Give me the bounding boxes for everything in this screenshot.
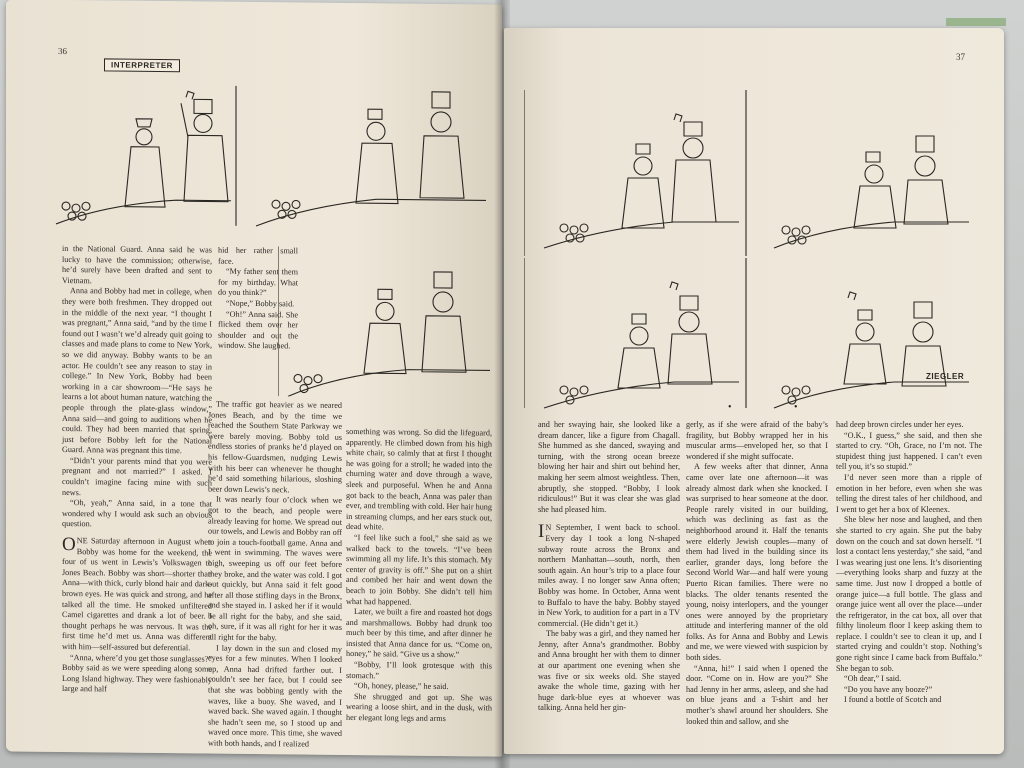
left-column-2 xyxy=(208,400,342,751)
section-label: INTERPRETER xyxy=(104,58,180,72)
paragraph: “Do you have any booze?” xyxy=(844,684,933,694)
paragraph: NE Saturday afternoon in August when Bobby was home for the weekend, the four of us went in Lewis’s Volkswagen to Jones Beach. Bobby was short—shorter than Anna—with thick, curly blond hair and dark-brown eyes. He was quick and strong, and he talked all the time. He smoked unfiltered Camel cigarettes and drank a lot of beer. I thought perhaps he was nervous. It was the first time he’d met us. Anna was different with him—self-assured but deferential. xyxy=(62,536,212,653)
section-separator: • • xyxy=(728,402,828,413)
paragraph: “Anna, hi!” I said when I opened the door. “Come on in. How are you?” She had Jenny in her arms, asleep, and she had on blue jeans and a T-shirt and her mother’s shawl around her shoulders. She looked thin and sallow, and she xyxy=(686,663,828,726)
paragraph: Later, we built a fire and roasted hot dogs and marshmallows. Bobby had drunk too much beer by this time, and after dinner he insisted that Anna dance for us. “Come on, honey,” he said. “Give us a show.” xyxy=(346,607,492,660)
paragraph: “My father sent them for my birthday. What do you think?” xyxy=(218,266,298,298)
book-cover-edge xyxy=(946,18,1006,26)
paragraph: “Nope,” Bobby said. xyxy=(226,298,295,309)
paragraph: gerly, as if she were afraid of the baby’s fragility, but Bobby wrapped her in his muscular arms—enveloped her, so that I wondered if she might suffocate. xyxy=(686,420,828,461)
left-column-1 xyxy=(62,244,212,697)
paragraph: “Bobby, I’ll look grotesque with this stomach.” xyxy=(346,660,492,680)
paragraph: She shrugged and got up. She was wearing a loose shirt, and in the dusk, with her elegant long legs and arms xyxy=(346,691,492,724)
paragraph: I found a bottle of Scotch and xyxy=(844,695,942,705)
paragraph: hid her rather small face. xyxy=(218,245,298,266)
left-page xyxy=(6,0,502,757)
cartoon-panel-row-2-right xyxy=(524,258,974,418)
paragraph: I’d never seen more than a ripple of emotion in her before, even when she was telling the direst tales of her childhood, and I went to get her a box of Kleenex. xyxy=(836,472,982,514)
drop-cap: O xyxy=(62,534,76,556)
paragraph: “Oh, honey, please,” he said. xyxy=(354,681,449,692)
paragraph: “I feel like such a fool,” she said as we walked back to the towels. “I’ve been swimming all my life. It’s this stomach. My center of gravity is off.” She put on a shirt and combed her hair and went down the beach to join Bobby. She didn’t tell him what had happened. xyxy=(346,532,492,607)
paragraph: “Didn’t your parents mind that you were pregnant and not married?” I asked. I couldn’t imagine facing mine with such news. xyxy=(62,455,212,497)
right-column-3 xyxy=(836,420,982,706)
paragraph: N September, I went back to school. Every day I took a long N-shaped subway route across the Bronx and northern Manhattan—south, north, then south again. An hour’s trip to a place four miles away. I no longer saw Anna often; Bobby was home. In October, Anna went to Buffalo to have the baby. Bobby stayed in New York, to audition for a part in a TV commercial. (He didn’t get it.) xyxy=(538,523,680,628)
paragraph: I lay down in the sun and closed my eyes for a few minutes. When I looked up, Anna had drifted farther out. I couldn’t see her face, but I could see that she was bobbing gently with the waves, like a buoy. She waved, and I waved back. She waved again. I thought she hadn’t seen me, so I stood up and waved once more. This time, she waved with both hands, and I realized xyxy=(208,643,342,749)
right-column-1 xyxy=(538,420,680,714)
drop-cap: I xyxy=(538,521,545,543)
cartoon-drawing xyxy=(524,80,974,256)
paragraph: A few weeks after that dinner, Anna came over late one afternoon—it was already almost dark when she knocked. I was surprised to hear someone at the door. People rarely visited in our building, which was declining as fast as the neighborhood around it. Half the tenants were elderly Jewish couples—many of them had lived in the building since its earlier, grander days, long before the Second World War—and half were young Puerto Rican families. There were no blacks. The older tenants resented the young, noisy interlopers, and the younger ones were annoyed by the proprietary attitude and interfering manner of the old folks. As for Anna and Bobby and Lewis and me, we were viewed with suspicion by both sides. xyxy=(686,462,828,663)
artist-signature: ZIEGLER xyxy=(926,372,965,381)
cartoon-panel-row-1-left xyxy=(46,84,496,239)
paragraph: The baby was a girl, and they named her Jenny, after Anna’s grandmother. Bobby and Anna brought her with them to dinner at our apartment one evening when she was five or six weeks old. She stayed awake the whole time, gazing with her huge dark-blue eyes at whoever was talking. Anna held her gin- xyxy=(538,629,680,713)
cartoon-drawing xyxy=(524,258,974,418)
paragraph: in the National Guard. Anna said he was lucky to have the commission; otherwise, he’d surely have been drafted and sent to Vietnam. xyxy=(62,243,212,286)
paragraph: and her swaying hair, she looked like a dream dancer, like a figure from Chagall. She hummed as she danced, swaying and turning, with the strong ocean breeze blowing her hair and shirt out behind her, making her seem almost weightless. Then, abruptly, she stopped. “Bobby, I look ridiculous!” But it was clear she was glad she had pleased him. xyxy=(538,420,680,514)
paragraph: It was nearly four o’clock when we got to the beach, and people were already leaving for home. We spread out our towels, and Lewis and Bobby ran off to join a touch-football game. Anna and I went in swimming. The waves were high, sweeping us off our feet before they broke, and the water was cold. I got out quickly, but Anna said it felt good after all those stifling days in the Bronx, and she stayed in. I asked her if it would be all right for the baby, and she said, oh, sure, if it was all right for her it was all right for the baby. xyxy=(208,494,343,643)
left-column-2-top xyxy=(218,246,298,353)
paragraph: Anna and Bobby had met in college, when they were both freshmen. They dropped out in the middle of the next year. “I thought I was pregnant,” Anna said, “and by the time I found out I wasn’t we’d already quit going to classes and made plans to come to New York, so we did anyway. Bobby wants to be an actor. He couldn’t see any reason to stay in college.” In New York, Bobby had been working in a car showroom—“He says he learns a lot about human nature, watching the people through the plate-glass window,” Anna said—and going to auditions when he could. They had been married that spring, just before Bobby left for the National Guard. Anna was pregnant this time. xyxy=(62,286,212,456)
right-page-number: 37 xyxy=(956,52,965,62)
right-column-2 xyxy=(686,420,828,727)
paragraph: The traffic got heavier as we neared Jones Beach, and by the time we reached the Southern State Parkway we were barely moving. Bobby told us endless stories of pranks he’d played on his fellow-Guardsmen, nudging Lewis with his beer can whenever he thought he’d said something hilarious, sloshing beer down Lewis’s neck. xyxy=(208,399,342,495)
left-column-3 xyxy=(346,427,492,725)
paragraph: “Oh dear,” I said. xyxy=(844,674,902,684)
paragraph: “Oh!” Anna said. She flicked them over her shoulder and out the window. She laughed. xyxy=(218,309,298,351)
paragraph: “O.K., I guess,” she said, and then she started to cry. “Oh, Grace, no I’m not. The stupidest thing just happened. I can’t even tell you, it’s so stupid.” xyxy=(836,430,982,472)
cartoon-panel-row-1-right xyxy=(524,80,974,256)
cartoon-drawing xyxy=(278,246,496,398)
cartoon-panel-row-2-left xyxy=(278,246,496,398)
paragraph: had deep brown circles under her eyes. xyxy=(836,420,964,429)
paragraph: something was wrong. So did the lifeguard, apparently. He climbed down from his high white chair, so calmly that at first I thought he was going for a stroll; he waded into the churning water and dove through a wave, sleek and purposeful. When he and Anna got back to the beach, Anna was paler than ever, and trembling with cold. Her hair hung in streaming clumps, and her ears stuck out, dead white. xyxy=(346,426,492,532)
paragraph: “Oh, yeah,” Anna said, in a tone that wondered why I would ask such an obvious question. xyxy=(62,498,212,529)
cartoon-drawing xyxy=(46,84,496,239)
left-page-number: 36 xyxy=(58,45,67,57)
paragraph: “Anna, where’d you get those sunglasses?” Bobby said as we were speeding along some Long Island highway. They were fashionably large and half xyxy=(62,652,212,694)
paragraph: She blew her nose and laughed, and then she started to cry again. She put the baby down on the couch and sat down herself. “I lost a contact lens yesterday,” she said, “and I was wearing just one lens. It’s disorienting—everything looks sharp and fuzzy at the same time. Just now I dropped a bottle of orange juice—a full bottle. The glass and orange juice went all over the place—under the refrigerator, in the cat box, all over that filthy linoleum floor I keep asking them to replace. I couldn’t see to clean it up, and I started crying and couldn’t stop. Nothing’s gone right since I came back from Buffalo.” She began to sob. xyxy=(836,515,982,673)
